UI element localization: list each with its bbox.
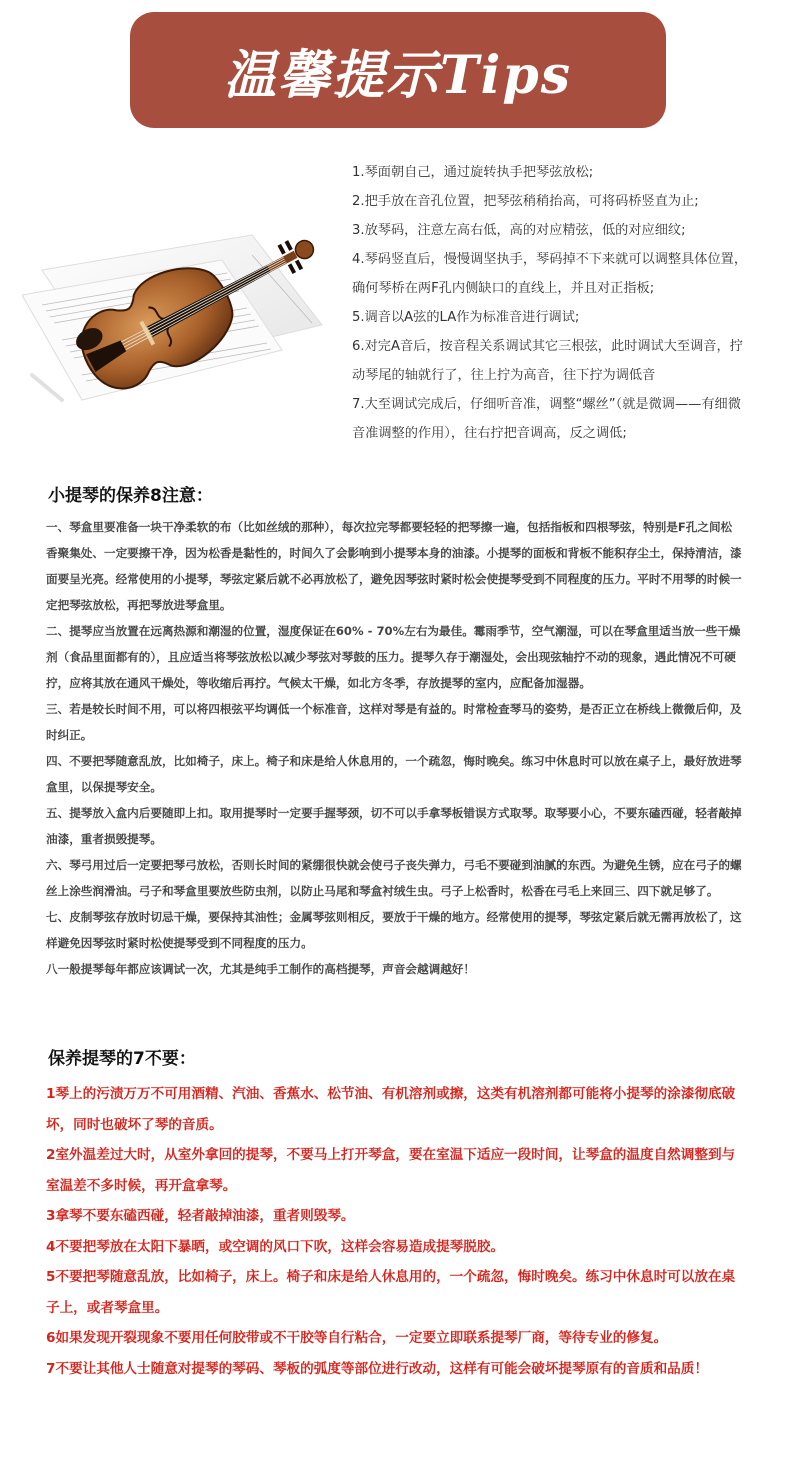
tuning-step: 3.放琴码，注意左高右低，高的对应精弦，低的对应细纹;	[352, 223, 686, 238]
tuning-step: 1.琴面朝自己，通过旋转执手把琴弦放松;	[352, 165, 594, 180]
care-note: 七、皮制琴弦存放时切忌干燥，要保持其油性；金属琴弦则相反，要放于干燥的地方。经常使用的提琴，琴弦定紧后就无需再放松了，这样避免因琴弦时紧时松使提琴受到不同程度的压力。	[46, 910, 742, 950]
donts-section-heading: 保养提琴的7不要：	[48, 1049, 196, 1069]
dont-item: 6如果发现开裂现象不要用任何胶带或不干胶等自行粘合，一定要立即联系提琴厂商，等待专业的修复。	[46, 1330, 668, 1346]
care-notes	[46, 514, 742, 982]
dont-item: 3拿琴不要东磕西碰，轻者敲掉油漆，重者则毁琴。	[46, 1208, 355, 1224]
tips-banner	[130, 12, 666, 128]
care-note: 二、提琴应当放置在远离热源和潮湿的位置，湿度保证在60% - 70%左右为最佳。霉雨季节，空气潮湿，可以在琴盒里适当放一些干燥剂（食品里面都有的），且应适当将琴弦放松以减少琴弦对琴鼓的压力。提琴久存于潮湿处，会出现弦轴拧不动的现象，遇此情况不可硬拧，应将其放在通风干燥处，等收缩后再拧。气候太干燥，如北方冬季，存放提琴的室内，应配备加湿器。	[46, 624, 741, 690]
tuning-steps-list	[352, 158, 748, 448]
violin-icon	[22, 175, 340, 425]
banner-title: 温馨提示Tips	[223, 44, 573, 106]
violin-illustration	[22, 175, 340, 425]
donts-list	[46, 1079, 746, 1384]
dont-item: 2室外温差过大时，从室外拿回的提琴，不要马上打开琴盒，要在室温下适应一段时间，让琴盒的温度自然调整到与室温差不多时候，再开盒拿琴。	[46, 1147, 736, 1194]
care-section-heading: 小提琴的保养8注意：	[48, 486, 213, 506]
care-note: 四、不要把琴随意乱放，比如椅子，床上。椅子和床是给人休息用的，一个疏忽，悔时晚矣。练习中休息时可以放在桌子上，最好放进琴盒里，以保提琴安全。	[46, 754, 742, 794]
care-note: 一、琴盒里要准备一块干净柔软的布（比如丝绒的那种），每次拉完琴都要轻轻的把琴擦一遍，包括指板和四根琴弦，特别是F孔之间松香聚集处、一定要擦干净，因为松香是黏性的，时间久了会影响到小提琴本身的油漆。小提琴的面板和背板不能积存尘土，保持清洁，漆面要呈光亮。经常使用的小提琴，琴弦定紧后就不必再放松了，避免因琴弦时紧时松会使提琴受到不同程度的压力。平时不用琴的时候一定把琴弦放松，再把琴放进琴盒里。	[46, 520, 742, 612]
tuning-step: 2.把手放在音孔位置，把琴弦稍稍抬高，可将码桥竖直为止;	[352, 194, 699, 209]
tuning-step: 4.琴码竖直后，慢慢调坚执手，琴码掉不下来就可以调整具体位置，确何琴桥在两F孔内侧缺口的直线上，并且对正指板;	[352, 252, 748, 296]
dont-item: 7不要让其他人士随意对提琴的琴码、琴板的弧度等部位进行改动，这样有可能会破坏提琴原有的音质和品质！	[46, 1360, 708, 1377]
tuning-step: 6.对完A音后，按音程关系调试其它三根弦，此时调试大至调音，拧动琴尾的轴就行了，往上拧为高音，往下拧为调低音	[352, 339, 743, 383]
care-note: 八一般提琴每年都应该调试一次，尤其是纯手工制作的高档提琴，声音会越调越好！	[46, 962, 475, 976]
tuning-step: 7.大至调试完成后，仔细听音准，调整“螺丝”（就是微调——有细微音准调整的作用），往右拧把音调高，反之调低;	[352, 397, 741, 441]
care-note: 三、若是较长时间不用，可以将四根弦平均调低一个标准音，这样对琴是有益的。时常检查琴马的姿势，是否正立在桥线上微微后仰，及时纠正。	[46, 702, 742, 742]
dont-item: 4不要把琴放在太阳下暴晒，或空调的风口下吹，这样会容易造成提琴脱胶。	[46, 1238, 505, 1255]
tuning-step: 5.调音以A弦的LA作为标准音进行调试;	[352, 310, 580, 325]
care-note: 五、提琴放入盒内后要随即上扣。取用提琴时一定要手握琴颈，切不可以手拿琴板错误方式取琴。取琴要小心，不要东磕西碰，轻者敲掉油漆，重者损毁提琴。	[46, 806, 742, 846]
care-note: 六、琴弓用过后一定要把琴弓放松，否则长时间的紧绷很快就会使弓子丧失弹力，弓毛不要碰到油腻的东西。为避免生锈，应在弓子的螺丝上涂些润滑油。弓子和琴盒里要放些防虫剂，以防止马尾和琴盒衬绒生虫。弓子上松香时，松香在弓毛上来回三、四下就足够了。	[46, 858, 742, 898]
dont-item: 5不要把琴随意乱放，比如椅子，床上。椅子和床是给人休息用的，一个疏忽，悔时晚矣。练习中休息时可以放在桌子上，或者琴盒里。	[46, 1269, 736, 1316]
dont-item: 1琴上的污渍万万不可用酒精、汽油、香蕉水、松节油、有机溶剂或擦，这类有机溶剂都可能将小提琴的涂漆彻底破坏，同时也破坏了琴的音质。	[46, 1086, 736, 1133]
